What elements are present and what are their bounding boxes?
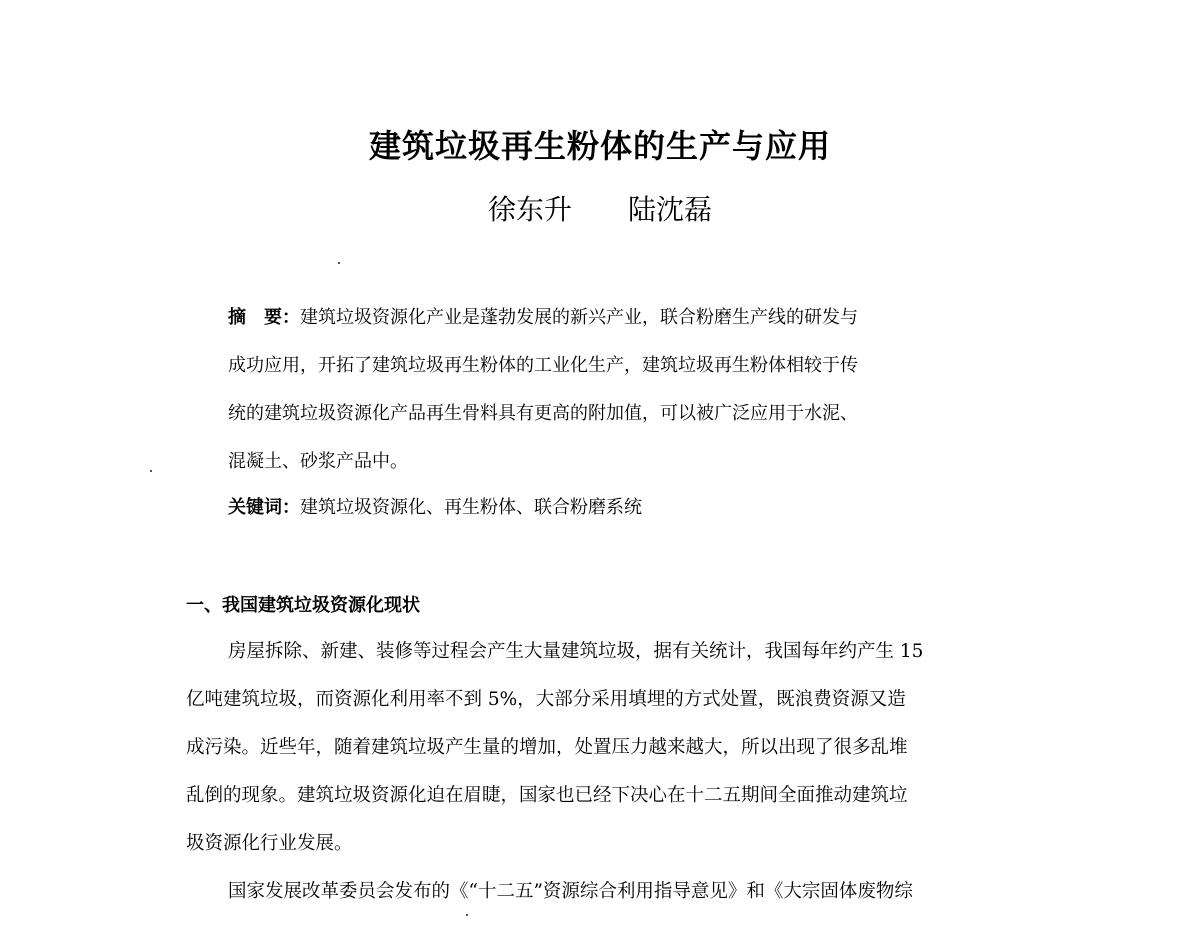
abstract-text: 建筑垃圾资源化产业是蓬勃发展的新兴产业，联合粉磨生产线的研发与: [300, 307, 858, 328]
abstract-line: 混凝土、砂浆产品中。: [228, 451, 408, 472]
paragraph-line: 国家发展改革委员会发布的《“十二五”资源综合利用指导意见》和《大宗固体废物综: [228, 881, 913, 902]
author-line: [0, 190, 1200, 230]
paragraph-line: 成污染。近些年，随着建筑垃圾产生量的增加，处置压力越来越大，所以出现了很多乱堆: [186, 737, 908, 758]
abstract: [228, 294, 988, 486]
paragraph-line: 乱倒的现象。建筑垃圾资源化迫在眉睫，国家也已经下决心在十二五期间全面推动建筑垃: [186, 785, 908, 806]
abstract-line: 统的建筑垃圾资源化产品再生骨料具有更高的附加值，可以被广泛应用于水泥、: [228, 403, 858, 424]
abstract-label: 摘 要：: [228, 307, 300, 328]
scan-speck: [150, 470, 152, 472]
scan-speck: [338, 262, 340, 264]
keywords: [228, 488, 642, 528]
abstract-line: 成功应用，开拓了建筑垃圾再生粉体的工业化生产，建筑垃圾再生粉体相较于传: [228, 355, 858, 376]
paragraph-line: 房屋拆除、新建、装修等过程会产生大量建筑垃圾，据有关统计，我国每年约产生 15: [228, 641, 924, 662]
keywords-label: 关键词：: [228, 497, 300, 518]
abstract-line: [228, 294, 988, 342]
author-name: 陆沈磊: [628, 193, 713, 226]
section-paragraph: [186, 628, 1026, 868]
document-title: 建筑垃圾再生粉体的生产与应用: [368, 127, 831, 165]
author-name: 徐东升: [487, 193, 572, 226]
paragraph-line: 圾资源化行业发展。: [186, 833, 353, 854]
section-heading: 一、我国建筑垃圾资源化现状: [186, 595, 420, 616]
paragraph-line: 亿吨建筑垃圾，而资源化利用率不到 5%，大部分采用填埋的方式处置，既浪费资源又造: [186, 689, 906, 710]
keywords-text: 建筑垃圾资源化、再生粉体、联合粉磨系统: [300, 497, 642, 518]
